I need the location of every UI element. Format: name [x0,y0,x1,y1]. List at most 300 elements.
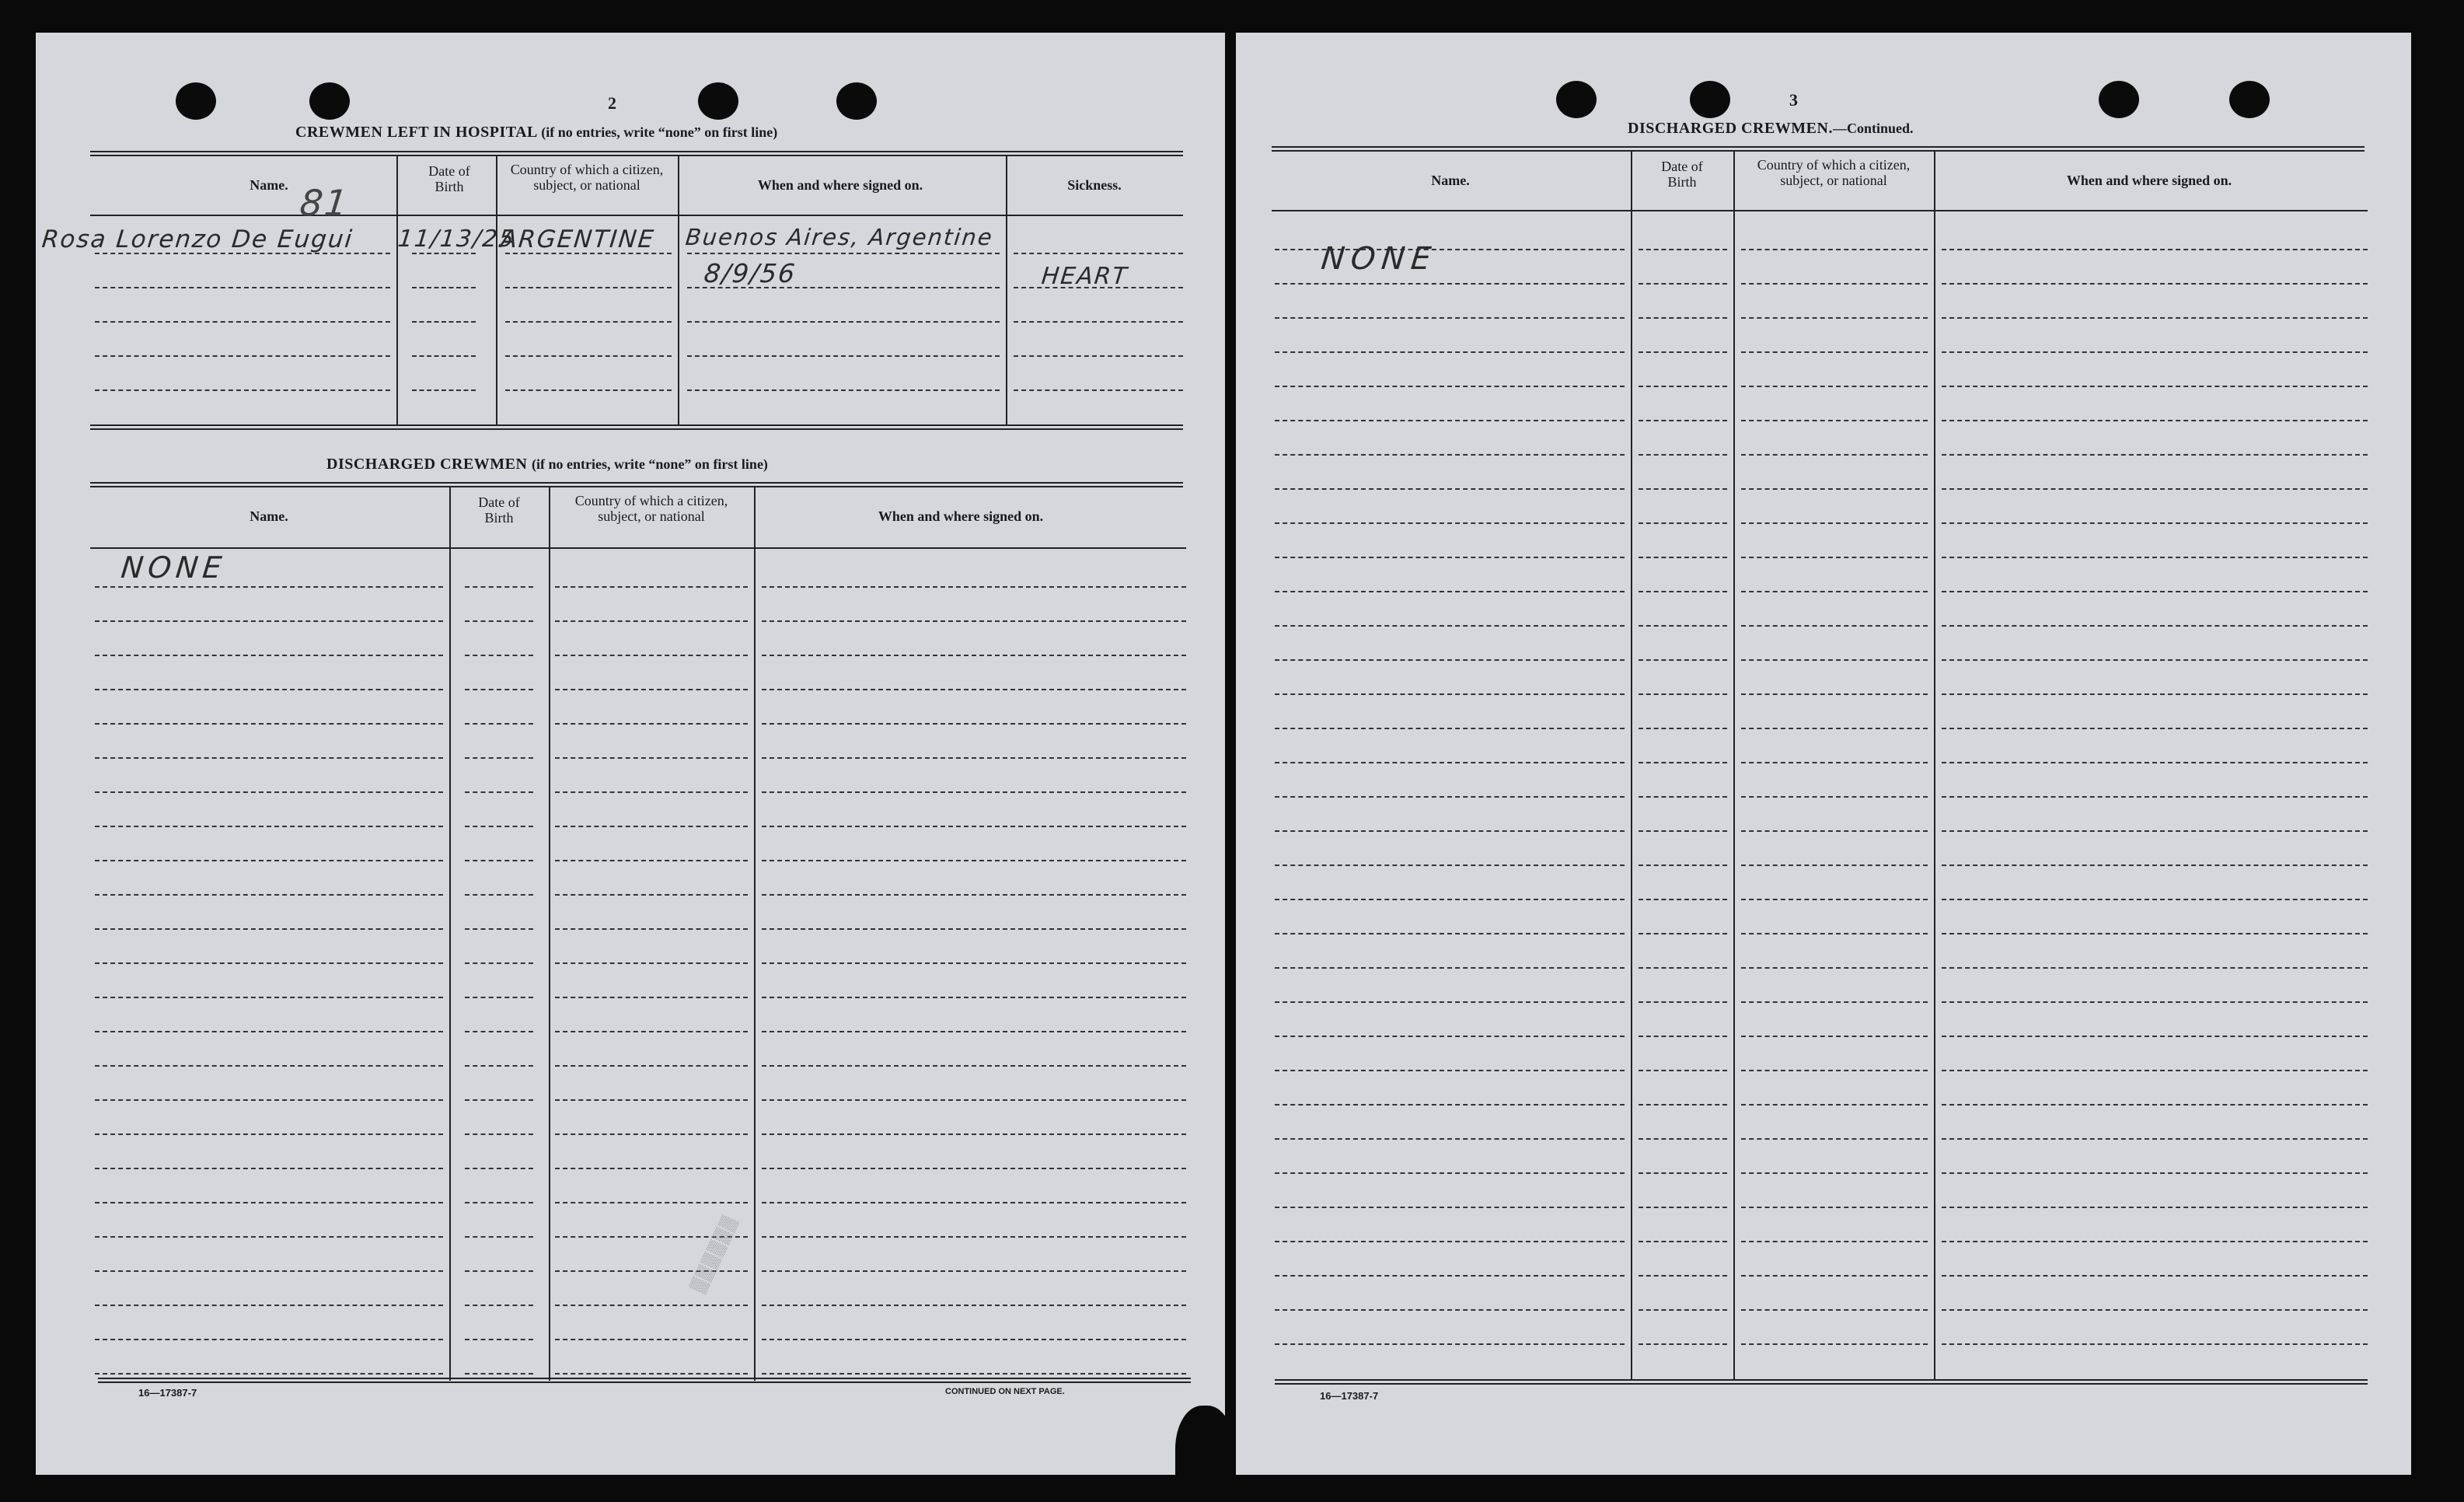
punch-hole [309,82,350,120]
ruled-line [555,791,748,793]
ruled-line [1639,557,1727,558]
ruled-line [762,928,1186,930]
ruled-line [1741,1275,1928,1277]
ruled-line [95,1099,443,1101]
ruled-line [687,355,1000,357]
column-header-name: Name. [250,508,288,524]
ruled-line [465,586,533,588]
ruled-line [1639,1036,1727,1037]
ruled-line [412,321,476,323]
column-header-name: Name. [1431,173,1470,188]
column-divider [678,155,679,426]
ruled-line [465,723,533,725]
ruled-line [1275,1104,1625,1106]
ruled-line [762,689,1186,690]
column-header-when-where: When and where signed on. [2066,173,2232,188]
ruled-line [1639,865,1727,866]
discharged-table-top-rule [90,482,1183,487]
ruled-line [465,1270,533,1272]
ruled-line [762,1305,1186,1306]
ruled-line [1741,317,1928,319]
ruled-line [1014,355,1183,357]
ruled-line [762,1168,1186,1169]
ruled-line [1942,933,2368,934]
ruled-line [1639,659,1727,661]
ruled-line [1014,389,1183,391]
column-header-when-where: When and where signed on. [878,508,1044,524]
ruled-line [1942,830,2368,832]
ruled-line [1639,249,1727,250]
column-header-name: Name. [250,177,288,193]
ruled-line [95,321,390,323]
ruled-line [505,287,672,288]
ruled-line [465,1065,533,1067]
ruled-line [465,655,533,656]
ruled-line [762,1339,1186,1340]
ruled-line [1275,420,1625,421]
page-tear [1175,1406,1234,1502]
ruled-line [1942,625,2368,627]
ruled-line [1275,625,1625,627]
ruled-line [95,894,443,896]
ruled-line [1942,557,2368,558]
punch-hole [1556,81,1597,118]
ruled-line [1942,899,2368,900]
ruled-line [1942,1104,2368,1106]
column-header-sickness: Sickness. [1067,177,1122,193]
ruled-line [1639,1275,1727,1277]
ruled-line [1741,1036,1928,1037]
form-number: 16—17387-7 [1320,1390,1379,1402]
ruled-line [555,620,748,622]
ruled-line [1741,488,1928,490]
ruled-line [1741,1207,1928,1208]
discharged-continued-note: —Continued. [1832,121,1914,136]
ruled-line [95,1202,443,1203]
ruled-line [95,1305,443,1306]
ruled-line [555,894,748,896]
ruled-line [465,1099,533,1101]
ruled-line [95,1133,443,1135]
ruled-line [1741,659,1928,661]
ruled-line [555,586,748,588]
ruled-line [1275,283,1625,285]
ruled-line [1639,1001,1727,1003]
ruled-line [1275,386,1625,387]
ruled-line [95,287,390,288]
right-table-bottom-rule [1275,1379,2368,1385]
punch-hole [2229,81,2270,118]
ruled-line [762,997,1186,998]
hospital-table-bottom-rule [90,424,1183,430]
ruled-line [95,1168,443,1169]
ruled-line [505,355,672,357]
discharged-table-header-rule [90,547,1186,549]
ruled-line [1639,591,1727,592]
ruled-line [465,1305,533,1306]
ruled-line [762,860,1186,861]
ruled-line [95,1031,443,1032]
ruled-line [1639,1070,1727,1071]
ruled-line [1942,1207,2368,1208]
ruled-line [555,757,748,759]
discharged-table-bottom-rule [98,1378,1191,1383]
column-header-dob: Date of Birth [1661,159,1703,190]
ruled-line [95,826,443,827]
ruled-line [1942,591,2368,592]
hospital-title-note: (if no entries, write “none” on first line) [541,124,778,140]
ruled-line [1639,899,1727,900]
ruled-line [1639,1104,1727,1106]
ruled-line [95,1236,443,1238]
ruled-line [1639,317,1727,319]
ruled-line [1639,1207,1727,1208]
ruled-line [555,1373,748,1375]
hospital-entry-name: Rosa Lorenzo De Eugui [40,225,355,253]
ruled-line [555,655,748,656]
ruled-line [1639,488,1727,490]
ruled-line [465,1236,533,1238]
ruled-line [1639,454,1727,456]
ruled-line [1275,1343,1625,1345]
ruled-line [555,928,748,930]
ruled-line [1275,693,1625,695]
ruled-line [95,860,443,861]
ruled-line [1741,1138,1928,1140]
ruled-line [1942,386,2368,387]
ruled-line [1741,386,1928,387]
ruled-line [1741,1241,1928,1242]
ruled-line [1639,933,1727,934]
ruled-line [1275,865,1625,866]
ruled-line [95,928,443,930]
ruled-line [762,757,1186,759]
ruled-line [505,321,672,323]
ruled-line [762,1270,1186,1272]
ruled-line [1275,1138,1625,1140]
ruled-line [412,389,476,391]
ruled-line [762,723,1186,725]
ruled-line [1741,899,1928,900]
ruled-line [1942,1275,2368,1277]
ruled-line [1942,420,2368,421]
ruled-line [1639,1138,1727,1140]
ruled-line [1942,762,2368,763]
ruled-line [1942,728,2368,729]
ruled-line [95,757,443,759]
discharged-title-text: DISCHARGED CREWMEN [326,456,528,473]
ruled-line [1942,454,2368,456]
ruled-line [762,620,1186,622]
page-number: 2 [608,93,616,113]
ruled-line [762,1236,1186,1238]
faint-stamp: ▒▒▒▒▒▒ [688,1214,741,1298]
ruled-line [1275,830,1625,832]
ruled-line [555,826,748,827]
ruled-line [465,1373,533,1375]
ruled-line [762,962,1186,964]
ruled-line [762,791,1186,793]
discharged-title-note: (if no entries, write “none” on first line) [531,456,768,472]
ruled-line [1639,762,1727,763]
ruled-line [1639,625,1727,627]
ruled-line [1741,591,1928,592]
column-header-country: Country of which a citizen, subject, or national [510,162,664,193]
ruled-line [1639,967,1727,969]
ruled-line [95,723,443,725]
ruled-line [465,1031,533,1032]
column-divider [1631,151,1632,1381]
ruled-line [762,894,1186,896]
ruled-line [687,389,1000,391]
ruled-line [555,1305,748,1306]
ruled-line [465,962,533,964]
ruled-line [1275,1275,1625,1277]
ruled-line [1639,1309,1727,1311]
right-page [1236,33,2411,1475]
ruled-line [1741,933,1928,934]
ruled-line [1741,522,1928,524]
ruled-line [1639,522,1727,524]
ruled-line [1275,317,1625,319]
ruled-line [1942,488,2368,490]
ruled-line [1014,321,1183,323]
ruled-line [95,1270,443,1272]
column-divider [1006,155,1007,426]
ruled-line [1741,351,1928,353]
column-header-dob: Date of Birth [478,494,520,526]
ruled-line [555,962,748,964]
ruled-line [95,791,443,793]
ruled-line [1275,1207,1625,1208]
discharged-continued-entry-name: NONE [1319,241,1440,277]
ruled-line [465,1133,533,1135]
ruled-line [762,1373,1186,1375]
column-divider [449,487,451,1381]
ruled-line [555,860,748,861]
ruled-line [762,1202,1186,1203]
ruled-line [465,997,533,998]
ruled-line [1639,796,1727,798]
ruled-line [1741,249,1928,250]
discharged-continued-title-text: DISCHARGED CREWMEN. [1628,120,1833,137]
ruled-line [465,757,533,759]
column-divider [754,487,756,1381]
ruled-line [1639,1343,1727,1345]
ruled-line [762,586,1186,588]
column-header-country: Country of which a citizen, subject, or national [574,493,728,524]
ruled-line [465,620,533,622]
ruled-line [1942,1001,2368,1003]
ruled-line [762,1133,1186,1135]
ruled-line [412,287,476,288]
hospital-entry-sickness: HEART [1040,263,1130,290]
hospital-entry-when-where: Buenos Aires, Argentine [684,224,995,250]
ruled-line [1275,933,1625,934]
ruled-line [555,723,748,725]
discharged-continued-title [1628,120,1914,138]
ruled-line [1275,728,1625,729]
hospital-entry-dob: 11/13/25 [396,225,517,253]
ruled-line [1942,283,2368,285]
ruled-line [1014,253,1183,254]
ruled-line [505,389,672,391]
ruled-line [95,355,390,357]
ruled-line [1942,1309,2368,1311]
ruled-line [465,826,533,827]
ruled-line [1275,796,1625,798]
ruled-line [1639,420,1727,421]
form-number: 16—17387-7 [138,1387,197,1399]
ruled-line [555,1065,748,1067]
ruled-line [1942,1070,2368,1071]
ruled-line [1741,967,1928,969]
ruled-line [1275,1172,1625,1174]
ruled-line [1741,420,1928,421]
ruled-line [555,1339,748,1340]
ruled-line [465,1168,533,1169]
ruled-line [1275,1001,1625,1003]
continued-note: CONTINUED ON NEXT PAGE. [945,1387,1065,1396]
page-number: 3 [1789,90,1798,110]
ruled-line [555,1168,748,1169]
ruled-line [1942,967,2368,969]
ruled-line [687,253,1000,254]
column-divider [549,487,550,1381]
ruled-line [762,1031,1186,1032]
ruled-line [1942,522,2368,524]
column-divider [1733,151,1735,1381]
ruled-line [1741,830,1928,832]
ruled-line [762,826,1186,827]
ruled-line [1942,1343,2368,1345]
ruled-line [1942,659,2368,661]
ruled-line [1741,796,1928,798]
ruled-line [1275,488,1625,490]
ruled-line [1741,762,1928,763]
hospital-title-text: CREWMEN LEFT IN HOSPITAL [295,124,537,141]
ruled-line [1639,1241,1727,1242]
discharged-entry-name: NONE [119,550,229,585]
ruled-line [465,894,533,896]
ruled-line [555,1099,748,1101]
ruled-line [1741,1309,1928,1311]
left-page [36,33,1225,1475]
ruled-line [1275,522,1625,524]
ruled-line [555,1202,748,1203]
column-header-dob: Date of Birth [428,163,470,194]
ruled-line [95,962,443,964]
ruled-line [1741,1343,1928,1345]
ruled-line [1741,865,1928,866]
ruled-line [1275,1309,1625,1311]
ruled-line [1942,1138,2368,1140]
ruled-line [1275,351,1625,353]
ruled-line [1942,865,2368,866]
ruled-line [1942,317,2368,319]
ruled-line [555,1270,748,1272]
right-table-header-rule [1272,210,2368,211]
hospital-entry-country: ARGENTINE [499,225,657,253]
ruled-line [465,1202,533,1203]
ruled-line [465,689,533,690]
column-header-when-where: When and where signed on. [757,177,923,193]
ruled-line [1942,1036,2368,1037]
ruled-line [95,620,443,622]
column-divider [1934,151,1935,1381]
ruled-line [555,997,748,998]
ruled-line [1275,1036,1625,1037]
ruled-line [1942,693,2368,695]
ruled-line [1275,899,1625,900]
ruled-line [1275,1241,1625,1242]
column-divider [396,155,398,426]
ruled-line [95,586,443,588]
ruled-line [95,1065,443,1067]
punch-hole [2099,81,2139,118]
ruled-line [1639,1172,1727,1174]
ruled-line [1639,283,1727,285]
column-header-country: Country of which a citizen, subject, or national [1757,157,1911,188]
ruled-line [1275,557,1625,558]
ruled-line [762,655,1186,656]
ruled-line [95,997,443,998]
ruled-line [762,1099,1186,1101]
hospital-entry-date-signed: 8/9/56 [702,258,798,288]
ruled-line [1275,454,1625,456]
ruled-line [95,1339,443,1340]
punch-hole [176,82,216,120]
ruled-line [465,928,533,930]
ruled-line [1741,1172,1928,1174]
ruled-line [1275,659,1625,661]
ruled-line [1942,1172,2368,1174]
ruled-line [1942,249,2368,250]
hospital-table-top-rule [90,151,1183,156]
ruled-line [465,791,533,793]
ruled-line [412,253,476,254]
ruled-line [95,389,390,391]
punch-hole [836,82,877,120]
ruled-line [1741,693,1928,695]
ruled-line [1639,693,1727,695]
ruled-line [687,321,1000,323]
punch-hole [698,82,738,120]
column-divider [496,155,497,426]
ruled-line [1275,591,1625,592]
discharged-section-title [326,456,768,473]
ruled-line [1741,1104,1928,1106]
ruled-line [95,655,443,656]
ruled-line [1942,1241,2368,1242]
ruled-line [762,1065,1186,1067]
ruled-line [1741,557,1928,558]
ruled-line [555,1031,748,1032]
ruled-line [1275,1070,1625,1071]
punch-hole [1690,81,1730,118]
ruled-line [555,689,748,690]
ruled-line [1639,351,1727,353]
hospital-section-title [295,124,777,141]
ruled-line [1639,728,1727,729]
ruled-line [1942,351,2368,353]
margin-mark: 81 [298,182,351,224]
ruled-line [1639,386,1727,387]
ruled-line [465,860,533,861]
hospital-table-header-rule [90,215,1183,216]
ruled-line [1275,967,1625,969]
ruled-line [1275,762,1625,763]
